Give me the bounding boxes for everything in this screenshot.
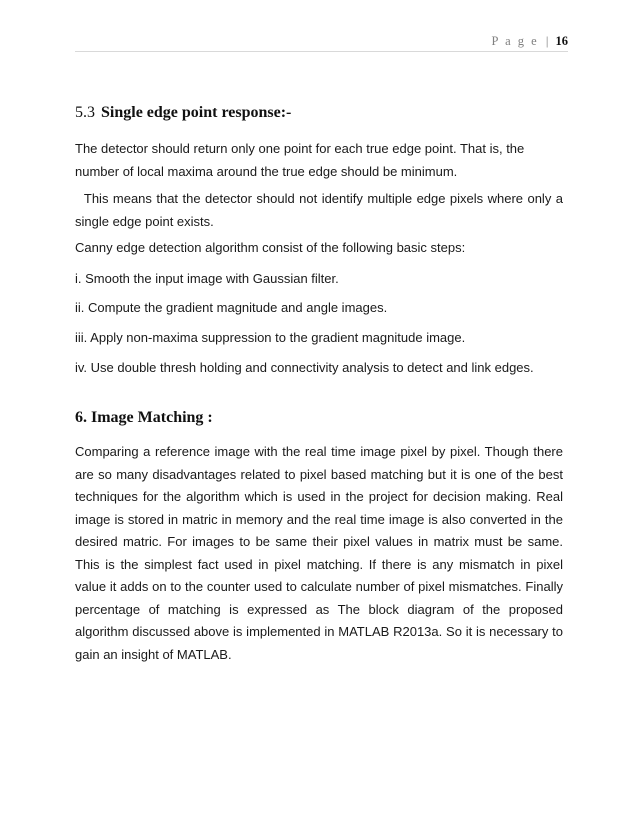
- section-5-3-title: Single edge point response:-: [101, 104, 292, 121]
- paragraph-single-edge-response: The detector should return only one point for each true edge point. That is, the number of local maxima around the true edge should be minimum.: [75, 141, 525, 179]
- section-5-3-heading: [75, 104, 291, 122]
- page-number: 16: [555, 34, 568, 48]
- section-6-heading: 6. Image Matching :: [75, 409, 213, 426]
- list-item-step-1: i. Smooth the input image with Gaussian filter.: [75, 271, 339, 286]
- list-item-step-2: ii. Compute the gradient magnitude and angle images.: [75, 300, 388, 315]
- section-5-3-number: 5.3: [75, 104, 95, 121]
- paragraph-canny-steps-intro: Canny edge detection algorithm consist of the following basic steps:: [75, 240, 466, 255]
- page-separator: |: [545, 34, 549, 48]
- paragraph-multiple-edge-pixels: This means that the detector should not identify multiple edge pixels where only a single edge point exists.: [75, 191, 563, 229]
- page-header: [492, 34, 568, 49]
- list-item-step-3: iii. Apply non-maxima suppression to the gradient magnitude image.: [75, 330, 466, 345]
- header-rule: [75, 51, 568, 52]
- page-label: P a g e: [491, 34, 539, 48]
- paragraph-image-matching: Comparing a reference image with the real time image pixel by pixel. Though there are so many disadvantages related to pixel based matching but it is one of the best techniques for the algorithm which is used in the project for decision making. Real image is stored in matric in memory and the real time image is also converted in the desired matric. For images to be same their pixel values in matrix must be same. This is the simplest fact used in pixel matching. If there is any mismatch in pixel value it adds on to the counter used to calculate number of pixel mismatches. Finally percentage of matching is expressed as The block diagram of the proposed algorithm discussed above is implemented in MATLAB R2013a. So it is necessary to gain an insight of MATLAB.: [75, 444, 563, 662]
- list-item-step-4: iv. Use double thresh holding and connectivity analysis to detect and link edges.: [75, 360, 534, 375]
